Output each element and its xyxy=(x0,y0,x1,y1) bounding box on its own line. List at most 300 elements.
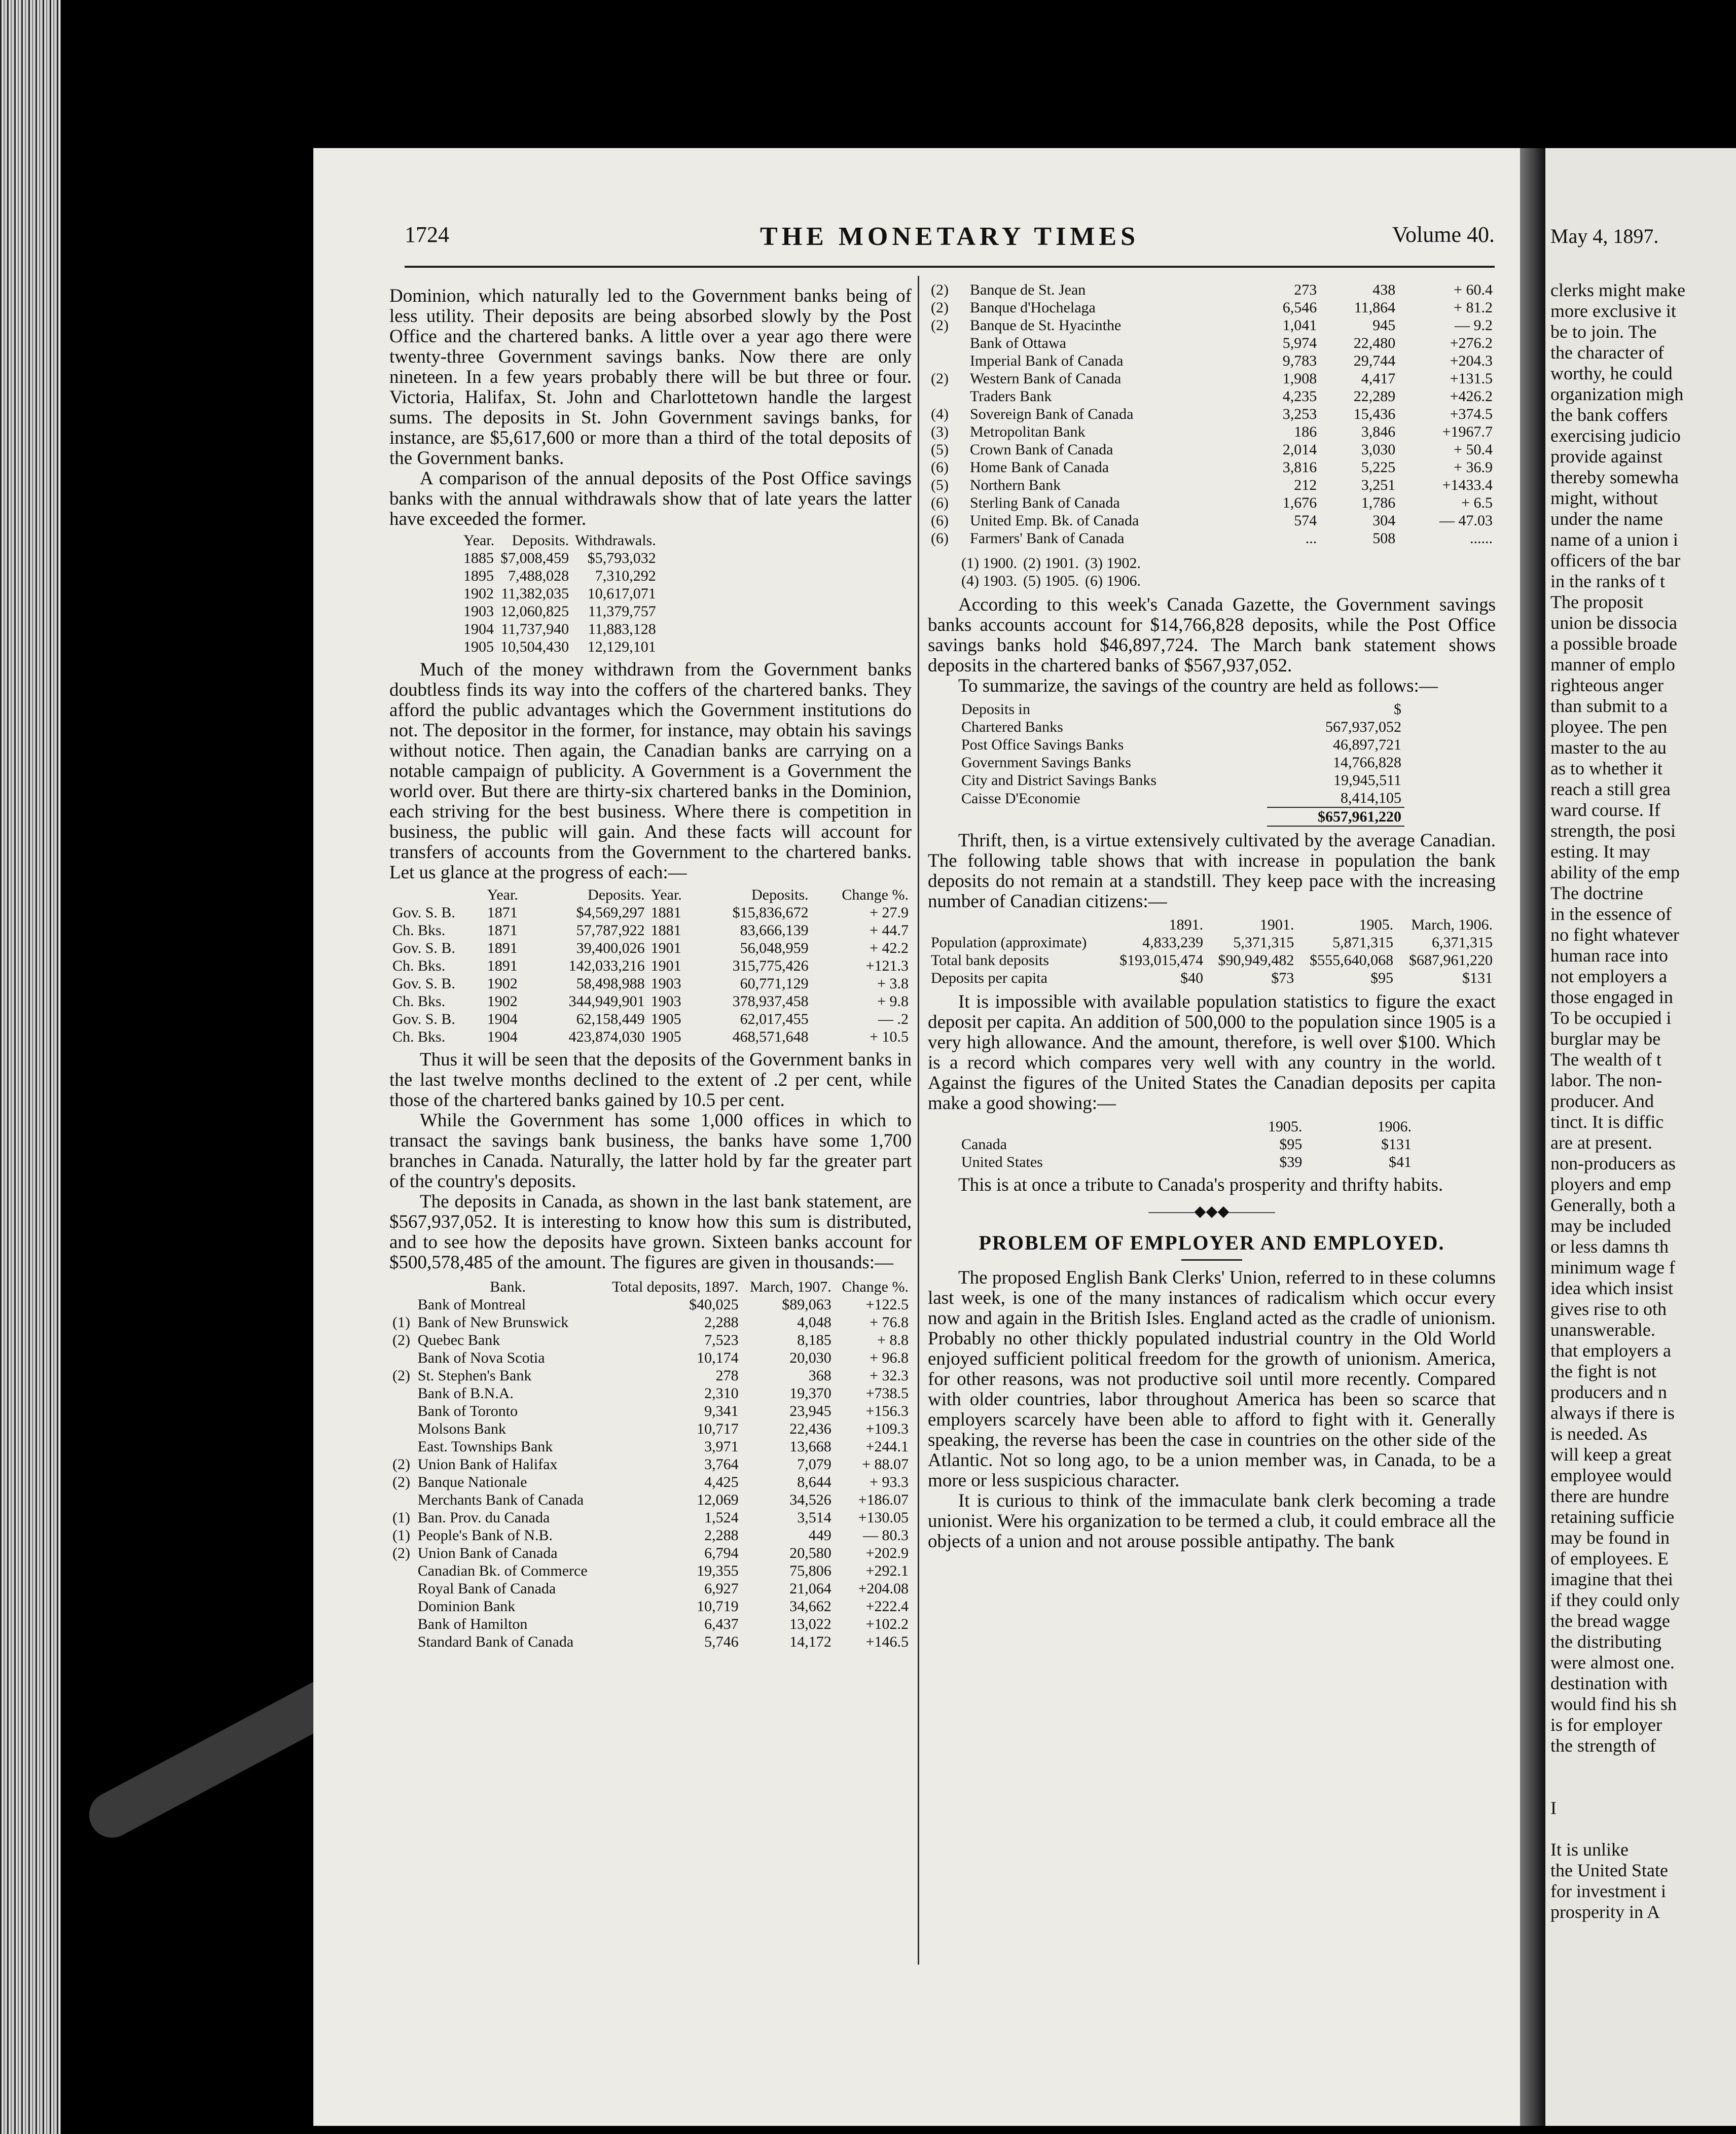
paragraph: The proposed English Bank Clerks' Union, referred to in these columns last week, is one of the many instances of radicalism which occur every now and again in the British Isles. England acted as the cradle of unionism. Probably no other thickly populated industrial country in the Old World enjoyed sufficient political freedom for the growth of unionism. America, for other reasons, was not productive soil until more recently. Compared with older countries, labor throughout America has been so scarce that employers scarcely have been able to afford to fight with it. Generally speaking, the reverse has been the case in countries on the other side of the Atlantic. Not so long ago, to be a union member was, in Canada, to be a more or less suspicious character. xyxy=(928,1267,1496,1491)
table-cell: 7,523 xyxy=(704,1332,739,1348)
table-cell: +186.07 xyxy=(858,1491,909,1508)
table-row xyxy=(389,1331,912,1349)
table-cell: Imperial Bank of Canada xyxy=(970,352,1124,369)
table-cell: 449 xyxy=(808,1527,831,1544)
table-row xyxy=(389,1455,912,1473)
table-cell: Ch. Bks. xyxy=(392,957,446,974)
table-header-row xyxy=(928,916,1496,934)
paragraph: Thrift, then, is a virtue extensively cultivated by the average Canadian. The following table shows that with increase in population the bank deposits do not remain at a standstill. They keep pace with the increasing number of Canadian citizens:— xyxy=(928,830,1496,912)
table-cell: United States xyxy=(961,1154,1043,1170)
table-cell: 20,030 xyxy=(789,1349,831,1366)
table-row xyxy=(389,1420,912,1438)
table-cell: (5) xyxy=(931,477,949,493)
table-cell: Dominion Bank xyxy=(417,1598,516,1615)
text-line: always if there is xyxy=(1550,1403,1675,1423)
table-cell: + 8.8 xyxy=(877,1332,909,1348)
ornament-divider: ―――◆◆◆――― xyxy=(1148,1203,1275,1220)
table-cell: 438 xyxy=(1372,281,1396,298)
table-cell: 22,480 xyxy=(1353,335,1396,351)
table-header-row xyxy=(389,886,912,904)
table-cell xyxy=(928,352,967,370)
table-cell: 11,883,128 xyxy=(588,621,656,637)
table-cell xyxy=(389,1597,415,1615)
summary-total: $657,961,220 xyxy=(1267,807,1404,826)
table-cell: (2) xyxy=(931,370,949,387)
table-cell xyxy=(389,1580,415,1597)
table-cell: St. Stephen's Bank xyxy=(417,1367,532,1384)
text-line: if they could only xyxy=(1550,1590,1680,1610)
note: (3) 1902. xyxy=(1084,555,1141,572)
table-header: 1901. xyxy=(1259,916,1294,933)
text-line: the strength of xyxy=(1550,1735,1656,1756)
table-cell: 1902 xyxy=(487,975,518,992)
table-cell: 4,235 xyxy=(1282,388,1317,405)
year-notes xyxy=(958,554,1144,590)
table-cell xyxy=(928,387,967,405)
table-cell: 10,617,071 xyxy=(587,585,656,602)
table-cell: 22,289 xyxy=(1353,388,1396,405)
table-cell: $40 xyxy=(1180,970,1204,986)
table-cell: +222.4 xyxy=(865,1598,909,1615)
table-cell: 12,129,101 xyxy=(587,638,656,655)
text-line: strength, the posi xyxy=(1550,821,1676,841)
table-cell: 6,437 xyxy=(704,1616,739,1632)
table-cell: Ch. Bks. xyxy=(392,993,446,1010)
table-row xyxy=(389,1526,912,1544)
table-cell: 14,766,828 xyxy=(1333,754,1401,771)
text-line: labor. The non- xyxy=(1550,1070,1662,1090)
table-body xyxy=(460,549,659,656)
table-row xyxy=(389,1313,912,1331)
table-cell: 2,288 xyxy=(704,1314,739,1331)
table-header xyxy=(928,916,1107,934)
book-gutter xyxy=(1520,148,1545,2126)
table-cell: 2,014 xyxy=(1282,441,1317,458)
text-line: idea which insist xyxy=(1550,1278,1673,1298)
table-cell: Molsons Bank xyxy=(417,1420,506,1437)
table-cell: (1) xyxy=(392,1527,410,1544)
note: (6) 1906. xyxy=(1084,573,1141,589)
table-cell: $687,961,220 xyxy=(1409,952,1493,969)
table-row xyxy=(389,1597,912,1615)
table-cell: Metropolitan Bank xyxy=(970,423,1086,440)
table-row xyxy=(928,476,1496,494)
table-cell: 508 xyxy=(1372,530,1396,547)
table-cell: (2) xyxy=(392,1474,410,1490)
table-cell: Traders Bank xyxy=(970,388,1052,405)
table-row xyxy=(928,316,1496,334)
text-line: the character of xyxy=(1550,342,1664,363)
text-line: may be included xyxy=(1550,1216,1671,1236)
table-cell: +204.3 xyxy=(1450,352,1493,369)
table-row xyxy=(928,352,1496,370)
text-line: for investment i xyxy=(1550,1881,1666,1901)
table-cell: Farmers' Bank of Canada xyxy=(970,530,1125,547)
table-cell: 1905 xyxy=(463,638,494,655)
table-cell: People's Bank of N.B. xyxy=(417,1527,553,1544)
table-cell: 11,382,035 xyxy=(501,585,569,602)
table-cell: (3) xyxy=(931,423,949,440)
note: (1) 1900. xyxy=(961,555,1017,572)
table-cell: + 76.8 xyxy=(870,1314,909,1331)
table-cell: Standard Bank of Canada xyxy=(417,1633,574,1650)
table-cell: +146.5 xyxy=(865,1633,909,1650)
table-cell: Deposits per capita xyxy=(931,970,1047,986)
text-line: or less damns th xyxy=(1550,1236,1669,1257)
newspaper-page xyxy=(313,148,1520,2126)
table-cell: 1904 xyxy=(487,1028,518,1045)
table-cell: 34,662 xyxy=(789,1598,831,1615)
table-cell: +204.08 xyxy=(858,1580,909,1597)
table-cell: 6,371,315 xyxy=(1432,934,1493,951)
table-cell: $4,569,297 xyxy=(576,904,645,921)
table-cell: 3,253 xyxy=(1282,406,1317,422)
table-cell: Canada xyxy=(961,1136,1007,1153)
table-cell: 4,048 xyxy=(797,1314,831,1331)
table-header: Year. xyxy=(463,532,495,549)
table-cell: 5,871,315 xyxy=(1332,934,1394,951)
table-cell xyxy=(389,1633,415,1651)
left-column xyxy=(389,286,912,1651)
table-cell: 212 xyxy=(1294,477,1317,493)
table-cell: 62,158,449 xyxy=(576,1011,645,1027)
table-cell: United Emp. Bk. of Canada xyxy=(970,512,1139,529)
table-header: Deposits. xyxy=(751,886,809,903)
table-cell: Total bank deposits xyxy=(931,952,1049,969)
table-cell: Gov. S. B. xyxy=(392,940,455,956)
table-cell: 8,644 xyxy=(797,1474,831,1490)
table-row xyxy=(460,602,659,620)
table-cell: Canadian Bk. of Commerce xyxy=(417,1562,588,1579)
table-cell: +121.3 xyxy=(865,957,909,974)
table-cell: + 81.2 xyxy=(1454,299,1493,316)
table-cell: 2,310 xyxy=(704,1385,739,1402)
table-row xyxy=(928,299,1496,316)
table-cell: — 80.3 xyxy=(863,1527,909,1544)
table-cell: 56,048,959 xyxy=(740,940,809,956)
text-line: thereby somewha xyxy=(1550,467,1679,487)
text-line: officers of the bar xyxy=(1550,550,1681,571)
text-line: in the ranks of t xyxy=(1550,571,1665,591)
text-line: The proposit xyxy=(1550,592,1643,612)
table-cell: 60,771,129 xyxy=(740,975,809,992)
column-rule xyxy=(918,276,919,1965)
text-line: the bank coffers xyxy=(1550,405,1668,425)
table-body xyxy=(389,1296,912,1651)
text-line: unanswerable. xyxy=(1550,1320,1655,1340)
text-line: a possible broade xyxy=(1550,633,1677,654)
table-header: Change %. xyxy=(842,886,909,903)
table-cell: $95 xyxy=(1370,970,1394,986)
table-cell: +202.9 xyxy=(865,1545,909,1561)
table-header xyxy=(958,1118,1196,1135)
table-cell xyxy=(389,1562,415,1580)
table-cell: 186 xyxy=(1294,423,1317,440)
table-cell: 9,341 xyxy=(704,1403,739,1419)
table-cell: + 36.9 xyxy=(1454,459,1493,476)
table-row xyxy=(928,951,1496,969)
text-line: employee would xyxy=(1550,1465,1672,1485)
table-cell: + 3.8 xyxy=(877,975,909,992)
text-line: would find his sh xyxy=(1550,1694,1677,1714)
table-row xyxy=(389,1615,912,1633)
table-header: Change %. xyxy=(842,1278,909,1295)
table-header-row xyxy=(958,1118,1415,1135)
table-cell: 468,571,648 xyxy=(732,1028,809,1045)
table-cell: 3,846 xyxy=(1361,423,1396,440)
paragraph: It is impossible with available population statistics to figure the exact deposit per capita. An addition of 500,000 to the population since 1905 is a very high allowance. And the amount, therefore, is well over $100. Which is a record which compares very well with any country in the world. Against the figures of the United States the Canadian deposits per capita make a good showing:— xyxy=(928,991,1496,1114)
table-header: Deposits. xyxy=(588,886,645,903)
table-cell: 34,526 xyxy=(789,1491,831,1508)
text-line: non-producers as xyxy=(1550,1153,1676,1173)
table-header-row xyxy=(460,531,659,549)
paragraph: Thus it will be seen that the deposits of the Government banks in the last twelve months declined to the extent of .2 per cent, while those of the chartered banks gained by 10.5 per cent. xyxy=(389,1049,912,1111)
table-cell: Banque d'Hochelaga xyxy=(970,299,1096,316)
table-header: Deposits in xyxy=(961,701,1030,718)
table-cell: Union Bank of Canada xyxy=(417,1545,558,1561)
bank-deposits-table-continued xyxy=(928,281,1496,547)
table-cell: +276.2 xyxy=(1450,335,1493,351)
table-row xyxy=(958,1153,1415,1171)
table-cell: 23,945 xyxy=(789,1403,831,1419)
table-cell: 1902 xyxy=(463,585,494,602)
table-header: Year. xyxy=(650,886,682,903)
table-row xyxy=(460,638,659,656)
table-cell: 15,436 xyxy=(1353,406,1396,422)
paragraph: Much of the money withdrawn from the Government banks doubtless finds its way into the coffers of the chartered banks. They afford the public advantages which the Government institutions do not. The depositor in the former, for instance, may obtain his savings without notice. Then again, the Canadian banks are carrying on a notable campaign of publicity. A Government is a Government the world over. But there are thirty-six chartered banks in the Dominion, each striving for the best business. Where there is competition in business, the public will gain. And these facts will account for transfers of accounts from the Government to the chartered banks. Let us glance at the progress of each:— xyxy=(389,659,912,883)
text-line: gives rise to oth xyxy=(1550,1299,1667,1319)
table-header-row xyxy=(389,1278,912,1296)
text-line: ward course. If xyxy=(1550,800,1660,820)
table-header: 1891. xyxy=(1169,916,1204,933)
paragraph: The deposits in Canada, as shown in the last bank statement, are $567,937,052. It is interesting to know how this sum is distributed, and to see how the deposits have grown. Sixteen banks account for $500,578,485 of the amount. The figures are given in thousands:— xyxy=(389,1191,912,1273)
table-row xyxy=(389,975,912,992)
table-cell: 1,676 xyxy=(1282,494,1317,511)
table-row xyxy=(389,1384,912,1402)
table-cell: 46,897,721 xyxy=(1333,736,1401,753)
table-cell: (2) xyxy=(392,1367,410,1384)
table-row xyxy=(928,512,1496,529)
table-header: $ xyxy=(1394,701,1401,718)
table-cell: 344,949,901 xyxy=(568,993,645,1010)
table-cell: (5) xyxy=(931,441,949,458)
text-line: reach a still grea xyxy=(1550,779,1671,799)
table-cell: Population (approximate) xyxy=(931,934,1087,951)
table-row xyxy=(928,934,1496,951)
table-cell: (1) xyxy=(392,1314,410,1331)
table-row xyxy=(389,1296,912,1313)
table-header: March, 1907. xyxy=(749,1278,831,1295)
table-body xyxy=(389,904,912,1046)
table-cell: Banque de St. Jean xyxy=(970,281,1086,298)
table-cell: 19,355 xyxy=(697,1562,739,1579)
table-cell: 423,874,030 xyxy=(568,1028,645,1045)
table-cell: (2) xyxy=(931,317,949,334)
table-cell: 1895 xyxy=(463,567,494,584)
table-row xyxy=(389,1438,912,1455)
table-cell: 58,498,988 xyxy=(576,975,645,992)
table-row xyxy=(928,529,1496,547)
table-cell: 368 xyxy=(808,1367,831,1384)
table-cell: 5,371,315 xyxy=(1233,934,1294,951)
table-cell: Sterling Bank of Canada xyxy=(970,494,1120,511)
facing-page-header: May 4, 1897. xyxy=(1550,225,1659,247)
text-line: Generally, both a xyxy=(1550,1195,1676,1215)
right-column xyxy=(928,281,1496,1552)
table-cell: 4,425 xyxy=(704,1474,739,1490)
table-cell: (1) xyxy=(392,1509,410,1526)
table-cell: 10,719 xyxy=(697,1598,739,1615)
table-cell: Gov. S. B. xyxy=(392,904,455,921)
paragraph: According to this week's Canada Gazette, the Government savings banks accounts account for $14,766,828 deposits, while the Post Office savings banks hold $46,897,724. The March bank statement shows deposits in the chartered banks of $567,937,052. xyxy=(928,594,1496,676)
note: (2) 1901. xyxy=(1023,555,1079,572)
table-row xyxy=(389,1580,912,1597)
table-row xyxy=(928,423,1496,441)
table-cell: 7,488,028 xyxy=(508,567,569,584)
table-row xyxy=(460,620,659,638)
table-row xyxy=(958,789,1404,807)
text-line: organization migh xyxy=(1550,384,1684,404)
table-cell: 1901 xyxy=(650,940,681,956)
table-cell: 1905 xyxy=(650,1011,681,1027)
table-cell: 1881 xyxy=(650,904,681,921)
table-cell: Banque Nationale xyxy=(417,1474,527,1490)
table-cell: 13,668 xyxy=(789,1438,831,1455)
table-cell: 1901 xyxy=(650,957,681,974)
text-line: is for employer xyxy=(1550,1715,1662,1735)
table-cell: (2) xyxy=(392,1456,410,1473)
volume-label: Volume 40. xyxy=(1392,222,1495,247)
paragraph: Dominion, which naturally led to the Government banks being of less utility. Their deposits are being absorbed slowly by the Post Office and the chartered banks. A little over a year ago there were twenty-three Government savings banks. Now there are only nineteen. In a few years probably there will be but three or four. Victoria, Halifax, St. John and Charlottetown handle the largest sums. The deposits in St. John Government savings banks, for instance, are $5,617,600 or more than a third of the total deposits of the Government banks. xyxy=(389,286,912,469)
text-line: tinct. It is diffic xyxy=(1550,1112,1664,1132)
deposits-withdrawals-table xyxy=(460,531,659,656)
table-row xyxy=(389,1402,912,1420)
table-cell: Post Office Savings Banks xyxy=(961,736,1124,753)
facing-page-text xyxy=(1550,280,1736,1923)
table-cell: +156.3 xyxy=(865,1403,909,1419)
table-cell xyxy=(389,1438,415,1455)
table-cell: 14,172 xyxy=(789,1633,831,1650)
table-cell xyxy=(389,1349,415,1367)
table-cell: 6,927 xyxy=(704,1580,739,1597)
table-cell: Gov. S. B. xyxy=(392,1011,455,1027)
text-line: there are hundre xyxy=(1550,1486,1669,1506)
table-row xyxy=(389,939,912,957)
table-cell: $39 xyxy=(1279,1154,1303,1170)
text-line: ployers and emp xyxy=(1550,1174,1671,1194)
table-cell: 8,185 xyxy=(797,1332,831,1348)
table-header xyxy=(389,886,484,904)
table-cell: + 42.2 xyxy=(870,940,909,956)
table-cell: 11,737,940 xyxy=(501,621,569,637)
table-cell: 5,225 xyxy=(1361,459,1396,476)
table-cell: (6) xyxy=(931,459,949,476)
table-cell: $41 xyxy=(1389,1154,1412,1170)
paragraph: To summarize, the savings of the country are held as follows:— xyxy=(958,675,1438,696)
table-row xyxy=(928,969,1496,987)
table-cell: Caisse D'Economie xyxy=(961,790,1080,807)
table-cell: (6) xyxy=(931,530,949,547)
table-cell: 567,937,052 xyxy=(1325,719,1401,735)
text-line: no fight whatever xyxy=(1550,924,1679,945)
table-cell: 7,310,292 xyxy=(595,567,656,584)
table-cell: +292.1 xyxy=(865,1562,909,1579)
text-line: under the name xyxy=(1550,509,1663,529)
text-line: It is unlike xyxy=(1550,1839,1629,1860)
table-cell: +374.5 xyxy=(1450,406,1493,422)
table-cell: 142,033,216 xyxy=(568,957,645,974)
table-cell: 945 xyxy=(1372,317,1396,334)
table-cell: 62,017,455 xyxy=(740,1011,809,1027)
table-header: Total deposits, 1897. xyxy=(612,1278,739,1295)
table-cell: 278 xyxy=(715,1367,739,1384)
table-cell: (2) xyxy=(392,1545,410,1561)
table-row xyxy=(389,1473,912,1491)
table-row xyxy=(928,334,1496,352)
table-cell: +130.05 xyxy=(858,1509,909,1526)
table-cell: + 10.5 xyxy=(870,1028,909,1045)
table-cell: $131 xyxy=(1381,1136,1412,1153)
table-cell: $95 xyxy=(1279,1136,1303,1153)
table-cell: 3,764 xyxy=(704,1456,739,1473)
table-cell xyxy=(389,1491,415,1509)
table-cell: $15,836,672 xyxy=(732,904,809,921)
table-cell xyxy=(928,334,967,352)
table-cell: 1905 xyxy=(650,1028,681,1045)
table-cell: 2,288 xyxy=(704,1527,739,1544)
table-body xyxy=(928,934,1496,987)
table-cell: + 6.5 xyxy=(1461,494,1493,511)
table-cell: 3,816 xyxy=(1282,459,1317,476)
table-cell: (4) xyxy=(931,406,949,422)
table-cell xyxy=(389,1615,415,1633)
progress-table xyxy=(389,886,912,1046)
table-body xyxy=(958,1135,1415,1171)
text-line: destination with xyxy=(1550,1673,1668,1693)
table-row xyxy=(958,771,1404,789)
table-cell xyxy=(389,1384,415,1402)
table-cell: 13,022 xyxy=(789,1616,831,1632)
text-line: is needed. As xyxy=(1550,1424,1647,1444)
table-cell: Royal Bank of Canada xyxy=(417,1580,556,1597)
table-cell: ... xyxy=(1305,530,1317,547)
table-cell: 1903 xyxy=(650,993,681,1010)
table-row xyxy=(389,921,912,939)
table-header: 1905. xyxy=(1268,1118,1303,1135)
table-row xyxy=(389,1491,912,1509)
facing-page xyxy=(1545,148,1736,2126)
table-cell xyxy=(389,1296,415,1313)
table-cell: — 47.03 xyxy=(1439,512,1493,529)
table-cell: Bank of Nova Scotia xyxy=(417,1349,545,1366)
table-cell: $89,063 xyxy=(782,1296,831,1313)
table-cell: Bank of Montreal xyxy=(417,1296,526,1313)
table-cell: 6,546 xyxy=(1282,299,1317,316)
table-cell: 273 xyxy=(1294,281,1317,298)
page-number: 1724 xyxy=(405,222,449,247)
text-line: I xyxy=(1550,1798,1557,1818)
text-line xyxy=(1550,1756,1736,1777)
table-row xyxy=(389,1010,912,1028)
table-cell: Banque de St. Hyacinthe xyxy=(970,317,1122,334)
table-cell: 6,794 xyxy=(704,1545,739,1561)
table-cell: 1881 xyxy=(650,922,681,939)
table-cell: (6) xyxy=(931,512,949,529)
table-cell: 1871 xyxy=(487,922,518,939)
table-row xyxy=(389,1544,912,1562)
table-cell: 1891 xyxy=(487,957,518,974)
table-cell: Ch. Bks. xyxy=(392,922,446,939)
